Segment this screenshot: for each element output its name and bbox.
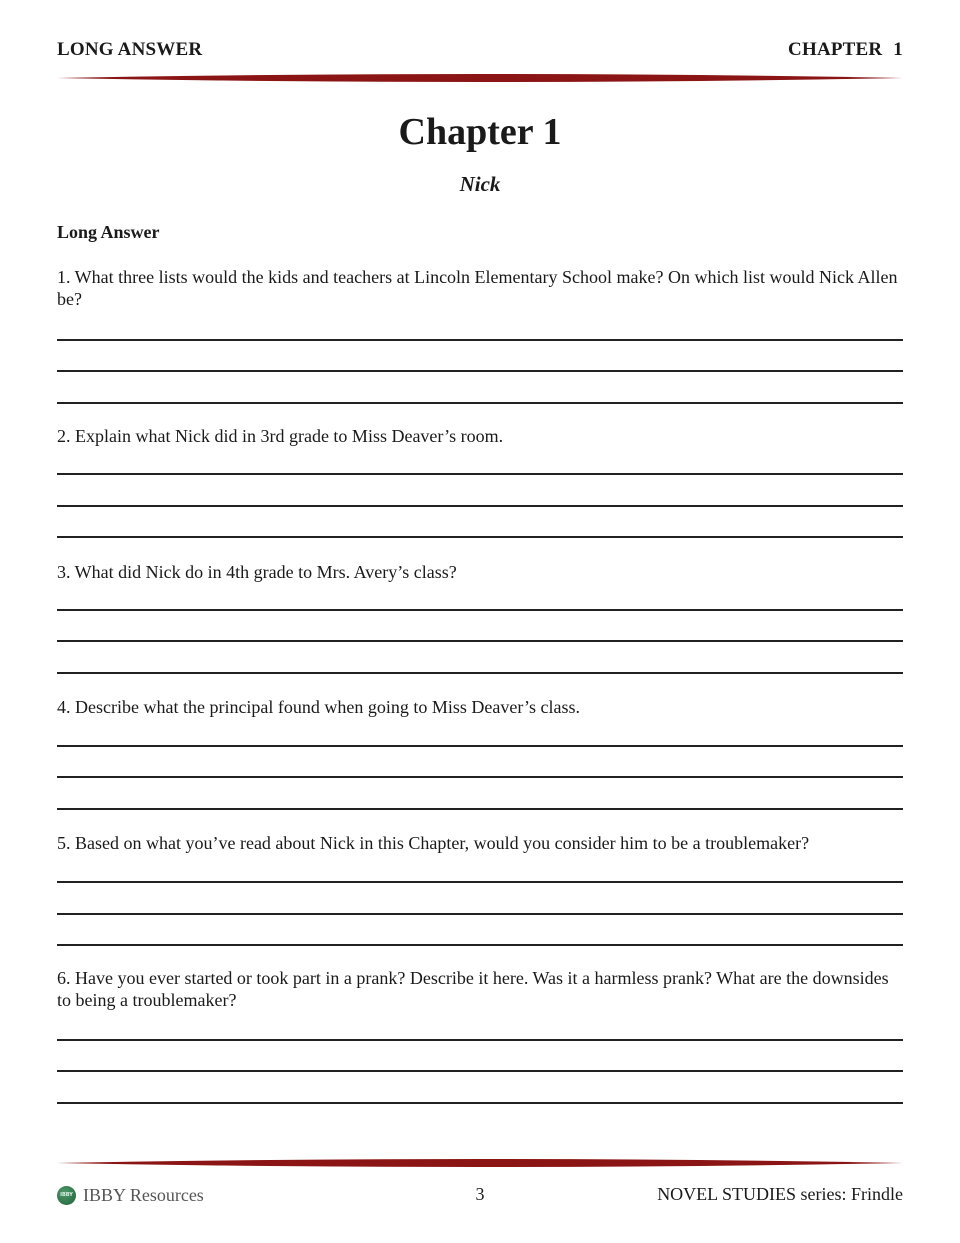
answer-line[interactable] bbox=[57, 1102, 903, 1104]
answer-line[interactable] bbox=[57, 881, 903, 883]
footer-brand-label: IBBY Resources bbox=[83, 1185, 204, 1205]
answer-line[interactable] bbox=[57, 473, 903, 475]
ibby-logo-icon: IBBY bbox=[57, 1186, 76, 1205]
section-heading: Long Answer bbox=[57, 222, 160, 242]
answer-line[interactable] bbox=[57, 913, 903, 915]
answer-line[interactable] bbox=[57, 808, 903, 810]
answer-line[interactable] bbox=[57, 776, 903, 778]
question-3: 3. What did Nick do in 4th grade to Mrs. Avery’s class? bbox=[57, 562, 457, 582]
footer-series: NOVEL STUDIES series: Frindle bbox=[657, 1184, 903, 1204]
answer-line[interactable] bbox=[57, 944, 903, 946]
answer-line[interactable] bbox=[57, 536, 903, 538]
answer-line[interactable] bbox=[57, 402, 903, 404]
question-1: 1. What three lists would the kids and teachers at Lincoln Elementary School make? On which list would Nick Allen be? bbox=[57, 267, 898, 309]
top-divider-swoosh bbox=[57, 71, 903, 85]
header-right: CHAPTER 1 bbox=[788, 39, 903, 60]
answer-line[interactable] bbox=[57, 672, 903, 674]
question-5: 5. Based on what you’ve read about Nick in this Chapter, would you consider him to be a troublemaker? bbox=[57, 833, 810, 853]
bottom-divider-swoosh bbox=[57, 1156, 903, 1170]
answer-line[interactable] bbox=[57, 640, 903, 642]
page-title: Chapter 1 bbox=[398, 111, 562, 153]
header-left: LONG ANSWER bbox=[57, 39, 203, 60]
answer-line[interactable] bbox=[57, 505, 903, 507]
answer-line[interactable] bbox=[57, 1039, 903, 1041]
question-2: 2. Explain what Nick did in 3rd grade to Miss Deaver’s room. bbox=[57, 426, 504, 446]
question-6: 6. Have you ever started or took part in a prank? Describe it here. Was it a harmless prank? What are the downsides to being a troublemaker? bbox=[57, 968, 889, 1010]
question-4: 4. Describe what the principal found when going to Miss Deaver’s class. bbox=[57, 697, 581, 717]
answer-line[interactable] bbox=[57, 1070, 903, 1072]
chapter-subtitle: Nick bbox=[459, 172, 501, 196]
answer-line[interactable] bbox=[57, 609, 903, 611]
answer-line[interactable] bbox=[57, 370, 903, 372]
answer-line[interactable] bbox=[57, 745, 903, 747]
answer-line[interactable] bbox=[57, 339, 903, 341]
page-number: 3 bbox=[475, 1184, 485, 1204]
